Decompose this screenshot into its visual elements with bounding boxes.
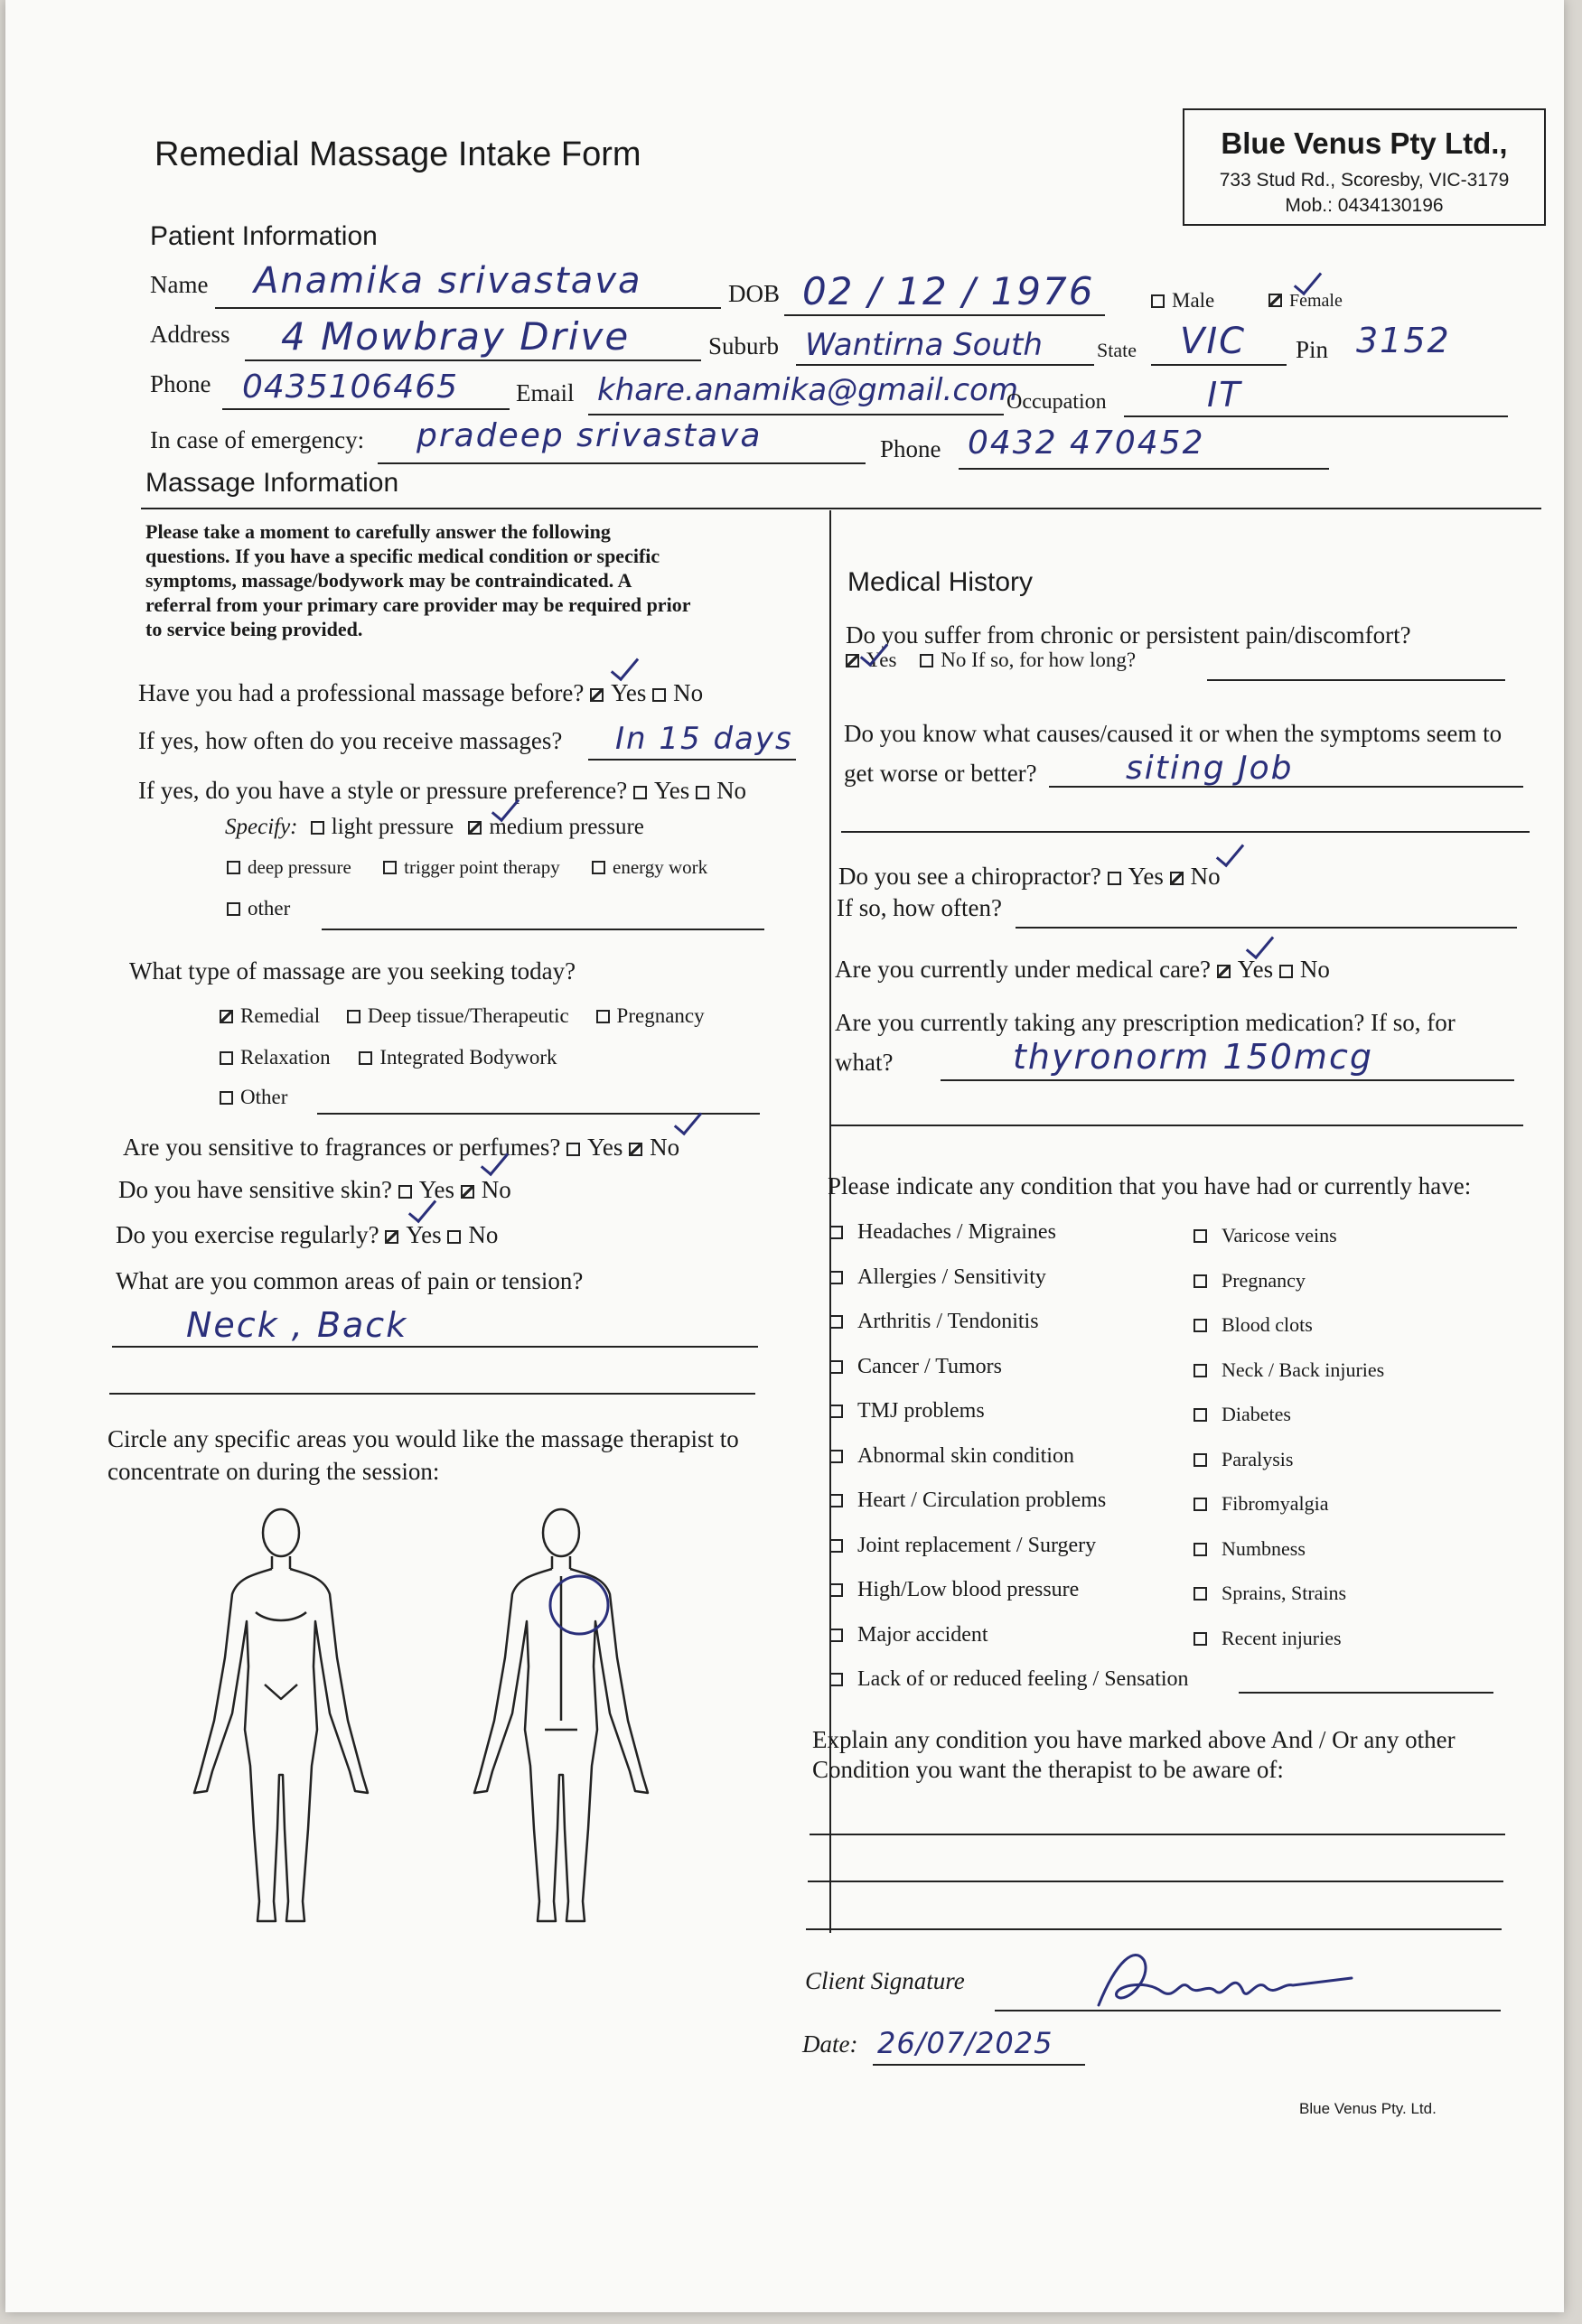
date-line (873, 2064, 1085, 2066)
condition-item[interactable] (1194, 1481, 1384, 1526)
condition-label: Arthritis / Tendonitis (857, 1310, 1039, 1333)
how-often-question: If yes, how often do you receive massages? (138, 727, 563, 754)
condition-item[interactable] (829, 1389, 1189, 1434)
condition-label: Major accident (857, 1622, 988, 1647)
phone-value: 0435106465 (242, 369, 459, 406)
how-often-line (588, 759, 796, 761)
male-label: Male (1172, 289, 1215, 312)
exercise-yes-checkbox[interactable] (385, 1230, 398, 1244)
skin-text: Do you have sensitive skin? (118, 1176, 392, 1203)
condition-label: Blood clots (1222, 1313, 1313, 1336)
care-no-label: No (1299, 956, 1330, 983)
condition-label: Recent injuries (1222, 1626, 1342, 1649)
male-checkbox[interactable] (1151, 294, 1165, 308)
circle-line-1: Circle any specific areas you would like the massage therapist to (108, 1425, 739, 1452)
areas-answer: Neck , Back (186, 1305, 408, 1345)
style-no-checkbox[interactable] (696, 786, 709, 799)
female-label: Female (1289, 291, 1343, 311)
occupation-value: IT (1207, 375, 1242, 415)
condition-item[interactable] (829, 1255, 1189, 1301)
pain-no-checkbox[interactable] (920, 654, 933, 667)
pregnancy-massage-checkbox[interactable] (596, 1010, 610, 1023)
skin-no-checkbox[interactable] (461, 1185, 474, 1199)
condition-label: Headaches / Migraines (857, 1220, 1056, 1244)
explain-line-1-rule (810, 1834, 1505, 1835)
condition-item[interactable] (829, 1524, 1189, 1569)
state-line (1151, 364, 1287, 366)
body-diagram-back[interactable] (462, 1504, 660, 1937)
fragrance-yes-label: Yes (587, 1134, 623, 1161)
emergency-line (378, 462, 866, 464)
condition-label: Abnormal skin condition (857, 1443, 1074, 1468)
condition-label: Allergies / Sensitivity (857, 1265, 1046, 1289)
condition-item[interactable] (1194, 1392, 1384, 1437)
condition-checkbox[interactable] (1194, 1453, 1207, 1467)
dob-line (784, 314, 1105, 316)
massage-intro (145, 519, 690, 641)
condition-item[interactable] (829, 1300, 1189, 1345)
fragrance-text: Are you sensitive to fragrances or perfumes? (123, 1134, 561, 1161)
condition-label: Pregnancy (1222, 1268, 1306, 1292)
areas-question: What are you common areas of pain or tension? (116, 1267, 584, 1294)
exercise-check-mark (410, 1194, 434, 1227)
prev-massage-text: Have you had a professional massage before? (138, 679, 585, 706)
condition-item[interactable] (1194, 1526, 1384, 1572)
other-type-label: Other (240, 1086, 288, 1108)
condition-item[interactable] (829, 1613, 1189, 1658)
deep-pressure-label: deep pressure (248, 856, 351, 878)
address-line (245, 359, 701, 361)
relaxation-label: Relaxation (240, 1046, 331, 1069)
condition-checkbox[interactable] (1194, 1364, 1207, 1377)
address-value: 4 Mowbray Drive (281, 314, 631, 359)
circle-line-2: concentrate on during the session: (108, 1458, 440, 1485)
conditions-left-list (829, 1210, 1189, 1703)
chiro-check-mark (1218, 838, 1241, 871)
address-label: Address (150, 321, 230, 348)
condition-label: Diabetes (1222, 1403, 1291, 1425)
fragrance-no-checkbox[interactable] (629, 1143, 642, 1156)
deep-tissue-checkbox[interactable] (347, 1010, 360, 1023)
emergency-phone-value: 0432 470452 (968, 425, 1205, 462)
name-line (215, 307, 721, 309)
fragrance-check-mark (676, 1106, 699, 1139)
fragrance-question (123, 1134, 679, 1162)
remedial-checkbox[interactable] (220, 1010, 233, 1023)
other-pressure-label: other (248, 897, 291, 919)
other-pressure (227, 897, 290, 920)
style-question (138, 777, 746, 805)
pregnancy-massage-label: Pregnancy (616, 1004, 705, 1027)
condition-item[interactable] (1194, 1213, 1384, 1258)
phone-label: Phone (150, 370, 211, 397)
condition-label: Numbness (1222, 1536, 1306, 1560)
condition-checkbox[interactable] (1194, 1229, 1207, 1243)
email-line (588, 414, 1004, 415)
pressure-options (225, 815, 644, 840)
massage-type-other (220, 1086, 287, 1109)
exercise-text: Do you exercise regularly? (116, 1221, 379, 1248)
prev-massage-no-label: No (673, 679, 704, 706)
emergency-name-value: pradeep srivastava (417, 417, 763, 454)
condition-checkbox[interactable] (829, 1583, 843, 1597)
pain-yes-label: Yes (866, 649, 897, 671)
condition-item[interactable] (829, 1434, 1189, 1479)
condition-checkbox[interactable] (1194, 1274, 1207, 1288)
style-text: If yes, do you have a style or pressure preference? (138, 777, 628, 804)
causes-answer: siting Job (1126, 750, 1294, 787)
condition-item[interactable] (1194, 1258, 1384, 1303)
light-pressure-label: light pressure (331, 815, 454, 839)
trigger-point-label: trigger point therapy (404, 856, 560, 878)
condition-item[interactable] (829, 1657, 1189, 1703)
female-checkbox[interactable] (1268, 294, 1282, 307)
condition-checkbox[interactable] (1194, 1319, 1207, 1332)
company-name: Blue Venus Pty Ltd., (1221, 126, 1508, 160)
medium-pressure-checkbox[interactable] (468, 821, 482, 835)
medium-pressure-check-mark (493, 793, 517, 826)
condition-label: TMJ problems (857, 1399, 985, 1423)
prev-massage-no-checkbox[interactable] (652, 688, 666, 702)
condition-label: Sprains, Strains (1222, 1582, 1347, 1604)
condition-item[interactable] (1194, 1302, 1384, 1348)
conditions-question: Please indicate any condition that you have had or currently have: (828, 1172, 1472, 1199)
condition-checkbox[interactable] (1194, 1408, 1207, 1422)
light-pressure-checkbox[interactable] (311, 821, 324, 835)
chiro-often-line (1016, 927, 1517, 929)
condition-checkbox[interactable] (829, 1271, 843, 1284)
style-yes-checkbox[interactable] (633, 786, 647, 799)
energy-work-label: energy work (613, 856, 708, 878)
condition-label: Fibromyalgia (1222, 1492, 1329, 1515)
prev-massage-check-mark (613, 652, 636, 685)
explain-line-2-rule (808, 1881, 1503, 1882)
chiro-yes-label: Yes (1128, 863, 1164, 890)
medium-pressure-label: medium pressure (489, 815, 644, 839)
integrated-bodywork-checkbox[interactable] (359, 1051, 372, 1065)
name-value: Anamika srivastava (254, 260, 642, 302)
condition-checkbox[interactable] (829, 1360, 843, 1374)
explain-prompt (812, 1725, 1456, 1785)
condition-checkbox[interactable] (829, 1539, 843, 1553)
company-address: 733 Stud Rd., Scoresby, VIC-3179 (1219, 170, 1510, 191)
female-check-mark (1296, 266, 1319, 299)
condition-checkbox[interactable] (1194, 1543, 1207, 1556)
explain-line-3-rule (806, 1928, 1502, 1930)
massage-section-title: Massage Information (145, 468, 399, 498)
intro-line-3: symptoms, massage/bodywork may be contraindicated. A (145, 569, 632, 592)
condition-label: Joint replacement / Surgery (857, 1533, 1097, 1557)
chiro-text: Do you see a chiropractor? (838, 863, 1101, 890)
care-no-checkbox[interactable] (1279, 965, 1293, 978)
causes-line-2: get worse or better? (844, 760, 1037, 787)
condition-item[interactable] (829, 1345, 1189, 1390)
patient-section-title: Patient Information (150, 221, 378, 251)
integrated-bodywork-label: Integrated Bodywork (379, 1046, 557, 1069)
footer-company: Blue Venus Pty. Ltd. (1299, 2100, 1437, 2117)
body-diagram-front[interactable] (182, 1504, 380, 1937)
emergency-label: In case of emergency: (150, 426, 365, 453)
chiro-yes-checkbox[interactable] (1108, 872, 1121, 885)
other-pressure-options (227, 856, 707, 879)
condition-item[interactable] (829, 1210, 1189, 1255)
pain-tail-label: No If so, for how long? (941, 649, 1137, 671)
care-yes-label: Yes (1237, 956, 1274, 983)
meds-line-1: Are you currently taking any prescription medication? If so, for (835, 1009, 1456, 1036)
lack-feeling-line (1239, 1692, 1493, 1694)
date-value: 26/07/2025 (877, 2026, 1053, 2060)
medical-section-title: Medical History (847, 567, 1034, 597)
email-label: Email (516, 379, 575, 406)
condition-label: Lack of or reduced feeling / Sensation (857, 1667, 1189, 1691)
condition-label: Varicose veins (1222, 1224, 1337, 1246)
condition-checkbox[interactable] (829, 1405, 843, 1418)
occupation-label: Occupation (1006, 390, 1107, 414)
condition-label: Heart / Circulation problems (857, 1489, 1107, 1512)
other-type-checkbox[interactable] (220, 1091, 233, 1105)
pin-label: Pin (1296, 336, 1329, 363)
fragrance-yes-checkbox[interactable] (566, 1143, 580, 1156)
care-check-mark (1248, 930, 1271, 963)
condition-checkbox[interactable] (829, 1226, 843, 1239)
circle-instructions (108, 1423, 739, 1488)
explain-line-1: Explain any condition you have marked above And / Or any other (812, 1726, 1456, 1753)
client-signature (1090, 1942, 1361, 2023)
section-divider (141, 508, 1541, 509)
intro-line-1: Please take a moment to carefully answer the following (145, 520, 611, 543)
chiro-question (838, 863, 1221, 891)
state-label: State (1097, 339, 1137, 361)
male-option[interactable] (1151, 289, 1214, 313)
name-label: Name (150, 271, 209, 298)
pin-value: 3152 (1356, 321, 1451, 360)
trigger-point-checkbox[interactable] (383, 861, 397, 874)
company-box (1183, 108, 1546, 226)
company-mobile: Mob.: 0434130196 (1285, 195, 1444, 216)
condition-checkbox[interactable] (829, 1673, 843, 1686)
meds-line-extra (829, 1125, 1523, 1126)
skin-yes-label: Yes (418, 1176, 454, 1203)
other-pressure-line (322, 929, 764, 930)
style-no-label: No (716, 777, 747, 804)
conditions-right-list (1194, 1213, 1384, 1660)
other-pressure-checkbox[interactable] (227, 902, 240, 916)
prev-massage-yes-label: Yes (611, 679, 647, 706)
remedial-label: Remedial (240, 1004, 321, 1027)
condition-item[interactable] (1194, 1571, 1384, 1616)
intro-line-5: to service being provided. (145, 618, 363, 640)
skin-check-mark (482, 1147, 506, 1180)
exercise-no-checkbox[interactable] (447, 1230, 461, 1244)
circled-area (550, 1576, 608, 1634)
fragrance-no-label: No (650, 1134, 680, 1161)
how-often-answer: In 15 days (615, 721, 793, 757)
condition-item[interactable] (1194, 1348, 1384, 1393)
areas-line-1 (112, 1346, 758, 1348)
condition-checkbox[interactable] (1194, 1587, 1207, 1601)
specify-label: Specify: (225, 815, 298, 839)
massage-type-row1 (220, 1004, 705, 1028)
skin-no-label: No (481, 1176, 511, 1203)
care-yes-checkbox[interactable] (1217, 965, 1231, 978)
intake-form-sheet (5, 0, 1564, 2312)
condition-item[interactable] (829, 1479, 1189, 1524)
deep-tissue-label: Deep tissue/Therapeutic (367, 1004, 569, 1027)
email-value: khare.anamika@gmail.com (597, 372, 1018, 408)
condition-checkbox[interactable] (1194, 1498, 1207, 1511)
pain-yes-checkbox[interactable] (846, 654, 859, 667)
pain-check-mark (862, 638, 885, 670)
explain-line-2: Condition you want the therapist to be aware of: (812, 1756, 1284, 1783)
condition-label: High/Low blood pressure (857, 1578, 1080, 1601)
causes-line-1: Do you know what causes/caused it or when the symptoms seem to (844, 720, 1502, 747)
condition-checkbox[interactable] (829, 1629, 843, 1642)
intro-line-4: referral from your primary care provider may be required prior (145, 593, 691, 616)
pain-duration-line (1207, 679, 1505, 681)
areas-line-2 (109, 1393, 755, 1395)
condition-label: Cancer / Tumors (857, 1354, 1003, 1378)
care-text: Are you currently under medical care? (835, 956, 1212, 983)
condition-checkbox[interactable] (1194, 1632, 1207, 1646)
chiro-often-question: If so, how often? (837, 894, 1002, 921)
chiro-no-checkbox[interactable] (1170, 872, 1184, 885)
condition-checkbox[interactable] (829, 1450, 843, 1463)
prev-massage-yes-checkbox[interactable] (590, 688, 604, 702)
relaxation-checkbox[interactable] (220, 1051, 233, 1065)
dob-value: 02 / 12 / 1976 (802, 269, 1095, 313)
exercise-no-label: No (468, 1221, 499, 1248)
form-title: Remedial Massage Intake Form (154, 135, 641, 173)
condition-checkbox[interactable] (829, 1494, 843, 1507)
signature-label: Client Signature (805, 1967, 965, 1994)
condition-label: Paralysis (1222, 1447, 1294, 1470)
condition-item[interactable] (1194, 1616, 1384, 1661)
condition-checkbox[interactable] (829, 1315, 843, 1329)
causes-line-extra (841, 831, 1530, 833)
suburb-value: Wantirna South (805, 327, 1043, 363)
suburb-label: Suburb (708, 332, 780, 359)
emergency-phone-label: Phone (880, 435, 941, 462)
style-yes-label: Yes (654, 777, 690, 804)
suburb-line (796, 364, 1094, 366)
pain-answer-row (846, 649, 1136, 672)
skin-question (118, 1176, 511, 1204)
condition-item[interactable] (1194, 1437, 1384, 1482)
meds-line-2: what? (835, 1049, 894, 1076)
phone-line (222, 408, 510, 410)
energy-work-checkbox[interactable] (592, 861, 605, 874)
meds-line (941, 1079, 1514, 1081)
state-value: VIC (1180, 321, 1247, 362)
emergency-phone-line (959, 468, 1329, 470)
occupation-line (1124, 415, 1508, 417)
massage-type-question: What type of massage are you seeking today? (129, 957, 576, 985)
condition-item[interactable] (829, 1568, 1189, 1613)
exercise-question (116, 1221, 498, 1249)
meds-answer: thyronorm 150mcg (1013, 1037, 1373, 1077)
exercise-yes-label: Yes (406, 1221, 442, 1248)
chiro-no-label: No (1190, 863, 1221, 890)
massage-type-row2 (220, 1046, 557, 1069)
deep-pressure-checkbox[interactable] (227, 861, 240, 874)
date-label: Date: (802, 2030, 858, 2058)
intro-line-2: questions. If you have a specific medical condition or specific (145, 545, 660, 567)
dob-label: DOB (728, 280, 781, 307)
pain-question: Do you suffer from chronic or persistent pain/discomfort? (846, 621, 1411, 649)
condition-label: Neck / Back injuries (1222, 1358, 1385, 1381)
